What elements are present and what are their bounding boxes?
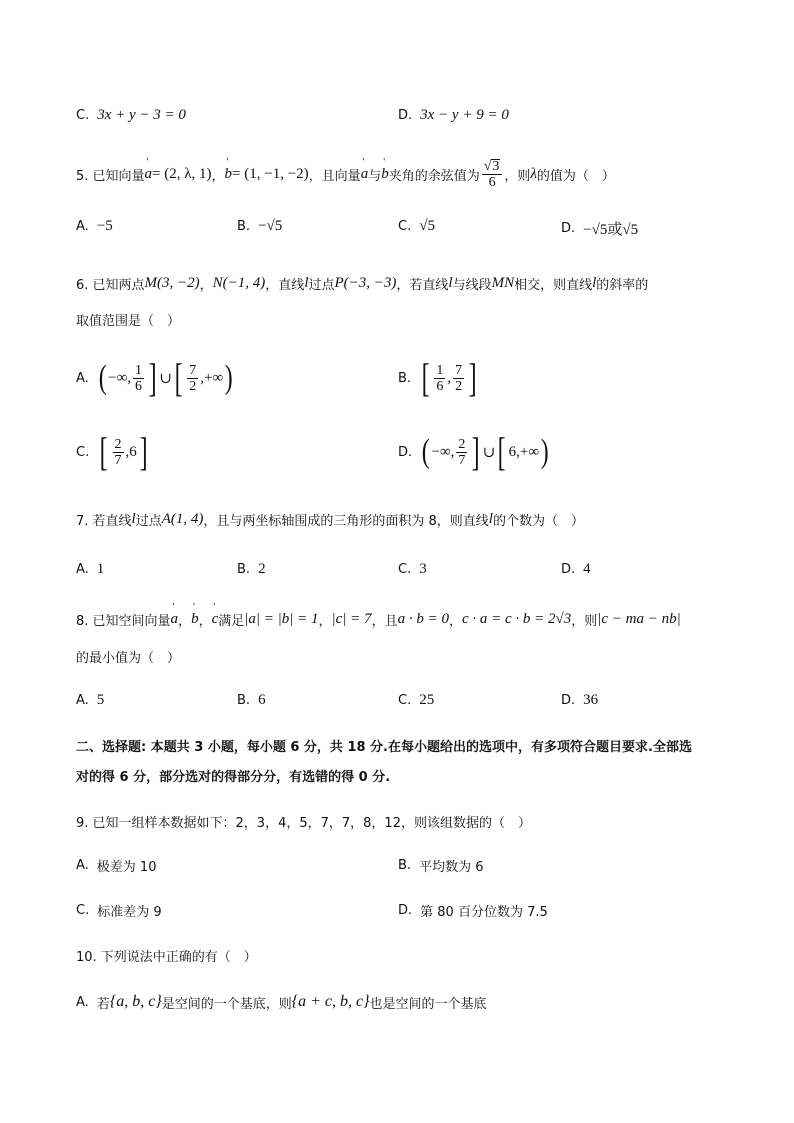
q9-option-b bbox=[398, 856, 483, 875]
option-label: C. bbox=[398, 562, 412, 577]
q7-stem bbox=[76, 508, 584, 530]
option-label: D. bbox=[561, 693, 576, 708]
q8-option-d bbox=[561, 692, 598, 709]
q5-stem bbox=[76, 157, 615, 191]
q7-option-b bbox=[237, 561, 266, 578]
q7-option-c bbox=[398, 561, 427, 578]
union-symbol: ∪ bbox=[159, 370, 172, 387]
fraction-denominator: 6 bbox=[135, 378, 143, 394]
q6-option-a bbox=[76, 355, 235, 400]
open-bracket: [ bbox=[421, 355, 430, 400]
interval-text: ,+∞ bbox=[200, 369, 224, 386]
stem-text: ， bbox=[198, 613, 212, 629]
fraction-numerator: 7 bbox=[455, 362, 463, 378]
option-text: 25 bbox=[419, 692, 435, 708]
option-text: 2 bbox=[258, 561, 266, 577]
close-paren: ) bbox=[224, 359, 233, 396]
stem-text: ， bbox=[448, 613, 462, 629]
option-expression: 3x − y + 9 = 0 bbox=[420, 107, 509, 123]
stem-text: 7. 若直线 bbox=[76, 513, 132, 529]
interval-text: ,6 bbox=[125, 443, 137, 460]
open-bracket: [ bbox=[497, 429, 506, 474]
q8-option-c bbox=[398, 692, 434, 709]
option-text: 若 bbox=[96, 996, 110, 1012]
stem-text: 的个数为（ ） bbox=[492, 513, 584, 529]
q9-option-c bbox=[76, 901, 162, 920]
option-label: B. bbox=[237, 562, 251, 577]
q6-option-c bbox=[76, 429, 150, 474]
option-label: D. bbox=[398, 903, 413, 918]
option-text: 3 bbox=[419, 561, 427, 577]
stem-text: 与线段 bbox=[452, 277, 492, 293]
stem-text: 的值为（ ） bbox=[536, 168, 615, 184]
stem-text: ，且 bbox=[371, 613, 398, 629]
interval-text: −∞, bbox=[108, 369, 132, 386]
option-text: 4 bbox=[583, 561, 591, 577]
option-label: D. bbox=[398, 444, 413, 460]
vector-a-definition: = (2, λ, 1) bbox=[152, 165, 212, 182]
fraction bbox=[434, 363, 445, 394]
close-bracket: ] bbox=[472, 429, 481, 474]
stem-text: 满足 bbox=[218, 613, 245, 629]
option-text: −√5或√5 bbox=[583, 222, 639, 238]
option-label: C. bbox=[76, 108, 90, 123]
option-label: C. bbox=[76, 444, 90, 460]
union-symbol: ∪ bbox=[482, 444, 496, 461]
q6-option-b bbox=[398, 355, 479, 400]
fraction-denominator: 7 bbox=[114, 452, 122, 468]
condition-2: |c| = 7 bbox=[331, 610, 372, 627]
q4-option-c bbox=[76, 107, 186, 124]
line-l: l bbox=[488, 510, 493, 527]
fraction-denominator: 6 bbox=[488, 174, 496, 190]
open-paren: ( bbox=[98, 359, 107, 396]
option-text: 5 bbox=[96, 692, 105, 708]
stem-text: ，则 bbox=[571, 613, 598, 629]
close-paren: ) bbox=[540, 433, 549, 470]
option-label: B. bbox=[237, 693, 251, 708]
point-a: A(1, 4) bbox=[161, 510, 204, 527]
option-label: C. bbox=[398, 693, 412, 708]
close-bracket: ] bbox=[148, 355, 157, 400]
option-text: 6 bbox=[258, 692, 266, 708]
fraction bbox=[187, 363, 198, 394]
interval-text: 6,+∞ bbox=[508, 443, 540, 460]
fraction-numerator: 3 bbox=[492, 158, 500, 174]
fraction bbox=[453, 363, 464, 394]
fraction-numerator: 1 bbox=[436, 362, 444, 378]
stem-text: 过点 bbox=[135, 513, 162, 529]
line-l: l bbox=[592, 274, 597, 291]
option-text: 平均数为 6 bbox=[419, 860, 484, 875]
option-label: C. bbox=[398, 219, 412, 234]
stem-text: 取值范围是（ ） bbox=[76, 313, 181, 329]
segment-mn: MN bbox=[491, 274, 515, 291]
basis-set-1: {a, b, c} bbox=[109, 993, 162, 1010]
q10-option-a bbox=[76, 990, 487, 1014]
stem-text: 6. 已知两点 bbox=[76, 277, 145, 293]
q5-option-d bbox=[561, 218, 638, 239]
q10-stem: 10. 下列说法中正确的有（ ） bbox=[76, 950, 257, 965]
condition-4: c · a = c · b = 2√3 bbox=[461, 610, 572, 627]
point-n: N(−1, 4) bbox=[212, 274, 266, 291]
q9-option-a bbox=[76, 856, 156, 875]
option-label: D. bbox=[561, 221, 576, 236]
q5-option-c bbox=[398, 218, 435, 235]
option-label: D. bbox=[561, 562, 576, 577]
q6-stem-line2 bbox=[76, 309, 180, 329]
option-label: B. bbox=[398, 858, 412, 873]
stem-text: 过点 bbox=[308, 277, 335, 293]
vector-b: ' b bbox=[381, 166, 389, 183]
stem-text: ，直线 bbox=[265, 277, 305, 293]
vector-c: ' c bbox=[212, 611, 219, 628]
option-text: 36 bbox=[583, 692, 599, 708]
q6-option-d bbox=[398, 429, 550, 474]
q8-option-a bbox=[76, 692, 104, 709]
fraction-denominator: 2 bbox=[189, 378, 197, 394]
stem-text: 5. 已知向量 bbox=[76, 168, 145, 184]
target-expression: |c − ma − nb| bbox=[597, 610, 681, 627]
stem-text: ， bbox=[318, 613, 332, 629]
stem-text: 的斜率的 bbox=[596, 277, 649, 293]
option-label: B. bbox=[237, 219, 251, 234]
close-bracket: ] bbox=[468, 355, 477, 400]
vector-a: ' a bbox=[145, 166, 153, 183]
stem-text: ， bbox=[199, 277, 213, 293]
option-text: 极差为 10 bbox=[96, 860, 157, 875]
option-text: −5 bbox=[96, 218, 113, 234]
stem-text: ， bbox=[178, 613, 192, 629]
stem-text: ，若直线 bbox=[396, 277, 449, 293]
condition-3: a · b = 0 bbox=[397, 610, 449, 627]
q5-option-b bbox=[237, 218, 282, 235]
fraction-denominator: 6 bbox=[436, 378, 444, 394]
option-text: 1 bbox=[96, 561, 105, 577]
q4-option-d bbox=[398, 107, 509, 124]
q8-option-b bbox=[237, 692, 266, 709]
section-2-header-line2: 对的得 6 分，部分选对的得部分分，有选错的得 0 分. bbox=[76, 770, 391, 785]
q7-option-d bbox=[561, 561, 591, 578]
option-label: A. bbox=[76, 370, 89, 386]
fraction-numerator: 2 bbox=[458, 436, 466, 452]
option-expression: 3x + y − 3 = 0 bbox=[97, 107, 186, 123]
q6-stem bbox=[76, 272, 648, 294]
option-label: A. bbox=[76, 562, 89, 577]
point-p: P(−3, −3) bbox=[334, 274, 397, 291]
stem-text: ，且向量 bbox=[308, 168, 361, 184]
fraction-denominator: 2 bbox=[455, 378, 463, 394]
line-l: l bbox=[304, 274, 309, 291]
option-label: A. bbox=[76, 858, 89, 873]
q5-option-a bbox=[76, 218, 113, 235]
option-text: 也是空间的一个基底 bbox=[369, 996, 487, 1012]
q7-option-a bbox=[76, 561, 104, 578]
q8-stem bbox=[76, 606, 681, 632]
fraction bbox=[113, 437, 124, 468]
cosine-fraction: √ 3 6 bbox=[482, 159, 503, 190]
option-label: D. bbox=[398, 108, 413, 123]
line-l: l bbox=[448, 274, 453, 291]
point-m: M(3, −2) bbox=[144, 274, 200, 291]
condition-1: |a| = |b| = 1 bbox=[244, 610, 319, 627]
line-l: l bbox=[131, 510, 136, 527]
fraction-numerator: 2 bbox=[114, 436, 122, 452]
close-bracket: ] bbox=[139, 429, 148, 474]
interval-text: −∞, bbox=[431, 443, 455, 460]
option-label: B. bbox=[398, 370, 412, 386]
open-bracket: [ bbox=[99, 429, 108, 474]
fraction-denominator: 7 bbox=[458, 452, 466, 468]
option-label: A. bbox=[76, 994, 89, 1010]
fraction-numerator: 1 bbox=[135, 362, 143, 378]
stem-text: ， bbox=[211, 168, 225, 184]
stem-text: 8. 已知空间向量 bbox=[76, 613, 171, 629]
fraction bbox=[133, 363, 144, 394]
q9-stem: 9. 已知一组样本数据如下：2，3，4，5，7，7，8，12，则该组数据的（ ） bbox=[76, 816, 531, 831]
section-2-header-line1: 二、选择题: 本题共 3 小题，每小题 6 分，共 18 分.在每小题给出的选项中，有多项符合题目要求.全部选 bbox=[76, 740, 692, 755]
lambda-symbol: λ bbox=[530, 165, 537, 182]
stem-text: ，则 bbox=[504, 168, 531, 184]
q8-stem-line2 bbox=[76, 646, 180, 666]
stem-text: ，且与两坐标轴围成的三角形的面积为 8，则直线 bbox=[203, 513, 489, 529]
option-label: C. bbox=[76, 903, 90, 918]
stem-text: 相交，则直线 bbox=[514, 277, 593, 293]
fraction-numerator: 7 bbox=[189, 362, 197, 378]
fraction bbox=[456, 437, 467, 468]
stem-text: 夹角的余弦值为 bbox=[388, 168, 480, 184]
option-label: A. bbox=[76, 219, 89, 234]
basis-set-2: {a + c, b, c} bbox=[291, 993, 370, 1010]
vector-b: ' b bbox=[191, 611, 199, 628]
option-text: 第 80 百分位数为 7.5 bbox=[420, 905, 548, 920]
open-paren: ( bbox=[421, 433, 430, 470]
open-bracket: [ bbox=[174, 355, 183, 400]
option-text: 是空间的一个基底，则 bbox=[161, 996, 292, 1012]
option-text: √5 bbox=[419, 218, 435, 234]
q9-option-d bbox=[398, 901, 548, 920]
stem-text: 的最小值为（ ） bbox=[76, 650, 181, 666]
option-label: A. bbox=[76, 693, 89, 708]
option-text: −√5 bbox=[258, 218, 283, 234]
vector-b-definition: = (1, −1, −2) bbox=[232, 165, 309, 182]
stem-text: 与 bbox=[368, 168, 382, 184]
vector-a: ' a bbox=[361, 166, 369, 183]
vector-b: ' b bbox=[225, 166, 233, 183]
vector-a: ' a bbox=[171, 611, 179, 628]
option-text: 标准差为 9 bbox=[97, 905, 162, 920]
interval-text: , bbox=[447, 369, 452, 386]
